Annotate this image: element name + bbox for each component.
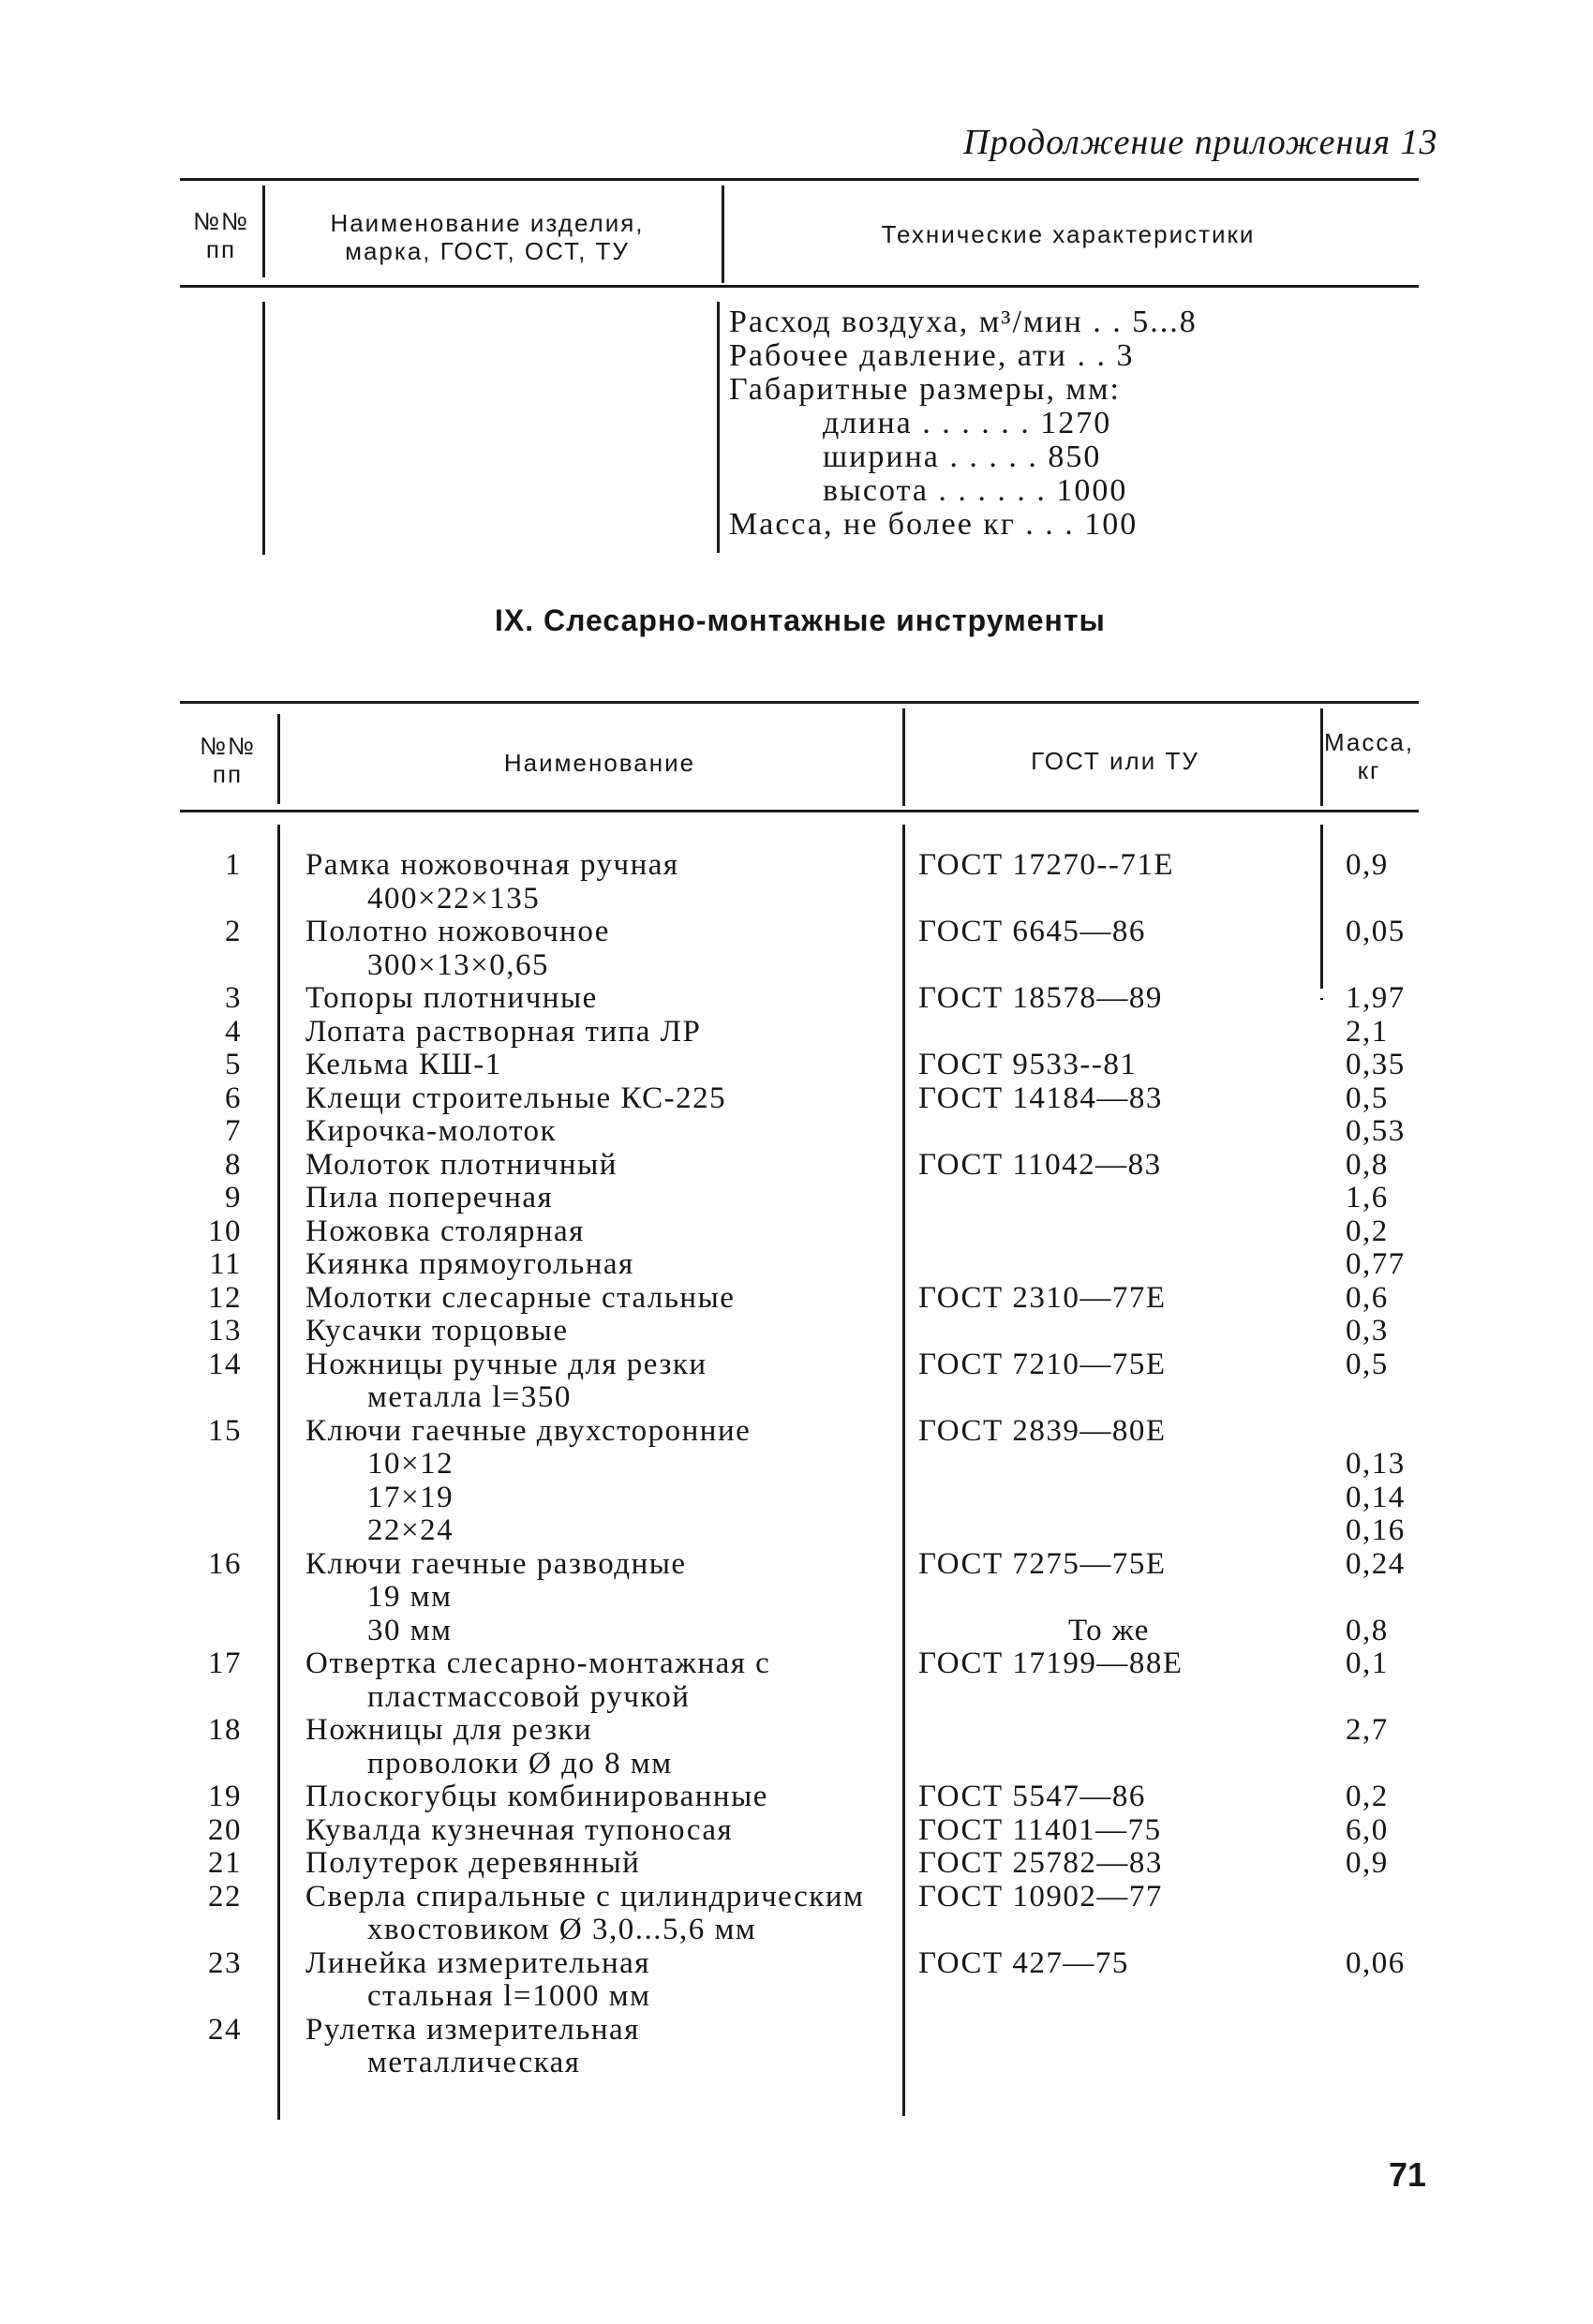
item-name: Линейка измерительная	[305, 1945, 650, 1980]
gost-reference: ГОСТ 7275—75Е	[918, 1546, 1167, 1581]
row-number: 16	[208, 1546, 242, 1581]
mass-value: 0,14	[1346, 1480, 1406, 1514]
gost-reference: ГОСТ 11401—75	[918, 1812, 1162, 1847]
row-number: 1	[225, 848, 242, 882]
spec-line: Рабочее давление, ати . . 3	[729, 338, 1135, 373]
gost-reference: ГОСТ 427—75	[918, 1945, 1129, 1980]
row-number: 2	[225, 915, 242, 948]
mass-value: 0,9	[1346, 1846, 1389, 1880]
row-number: 6	[225, 1080, 242, 1115]
row-number: 23	[208, 1945, 242, 1980]
row-number: 3	[225, 981, 242, 1015]
table1-divider	[722, 186, 724, 283]
item-name: Молоток плотничный	[305, 1147, 618, 1182]
spec-line: Масса, не более кг . . . 100	[729, 507, 1139, 542]
page-number: 71	[1389, 2155, 1427, 2194]
item-name-continuation: 30 мм	[367, 1613, 453, 1647]
item-name: Киянка прямоугольная	[305, 1247, 634, 1281]
gost-reference: ГОСТ 11042—83	[918, 1147, 1162, 1182]
item-name: Ножницы для резки	[305, 1713, 593, 1747]
item-name: Кельма КШ-1	[305, 1048, 502, 1081]
item-name: Рамка ножовочная ручная	[305, 848, 679, 882]
table1-top-rule	[180, 178, 1419, 181]
item-name: Рулетка измерительная	[305, 2012, 640, 2047]
item-name-continuation: хвостовиком Ø 3,0...5,6 мм	[367, 1913, 757, 1946]
row-number: 5	[225, 1048, 242, 1081]
spec-line: длина . . . . . . 1270	[823, 406, 1112, 440]
gost-reference: ГОСТ 2839—80Е	[918, 1413, 1167, 1448]
mass-value: 0,8	[1346, 1147, 1389, 1182]
row-number: 9	[225, 1181, 242, 1214]
running-head: Продолжение приложения 13	[963, 123, 1438, 162]
gost-reference: ГОСТ 9533--81	[918, 1048, 1138, 1081]
row-number: 22	[208, 1879, 242, 1914]
item-name: Ножовка столярная	[305, 1214, 585, 1248]
table2-divider	[1320, 876, 1323, 932]
row-number: 7	[225, 1114, 242, 1148]
row-number: 10	[208, 1214, 242, 1248]
item-name-continuation: 300×13×0,65	[367, 947, 549, 982]
row-number: 13	[208, 1314, 242, 1348]
mass-value: 0,16	[1346, 1513, 1406, 1547]
gost-reference: ГОСТ 18578—89	[918, 981, 1163, 1015]
item-name-continuation: металла l=350	[367, 1380, 572, 1414]
row-number: 21	[208, 1846, 242, 1880]
mass-value: 0,8	[1346, 1613, 1389, 1647]
mass-value: 0,9	[1346, 848, 1389, 882]
mass-value: 0,24	[1346, 1546, 1406, 1581]
item-name-continuation: проволоки Ø до 8 мм	[367, 1746, 673, 1780]
gost-reference: ГОСТ 5547—86	[918, 1780, 1146, 1813]
row-number: 18	[208, 1713, 242, 1747]
table2-divider	[277, 714, 280, 804]
item-name: Полотно ножовочное	[305, 915, 610, 948]
mass-value: 2,7	[1346, 1713, 1389, 1747]
item-name-continuation: металлическая	[367, 2046, 581, 2079]
mass-value: 0,77	[1346, 1247, 1406, 1281]
gost-reference: То же	[1068, 1613, 1150, 1647]
mass-value: 0,1	[1346, 1646, 1389, 1680]
spec-list	[729, 305, 1198, 542]
row-number: 17	[208, 1646, 242, 1680]
item-name: Плоскогубцы комбинированные	[305, 1780, 768, 1813]
item-name: Кирочка-молоток	[305, 1114, 558, 1148]
table1-divider	[262, 302, 265, 555]
mass-value: 0,13	[1346, 1447, 1406, 1481]
item-name: Топоры плотничные	[305, 981, 598, 1015]
spec-line: Расход воздуха, м³/мин . . 5...8	[729, 305, 1198, 339]
item-name: Полутерок деревянный	[305, 1846, 641, 1880]
item-name: Ножницы ручные для резки	[305, 1347, 707, 1381]
spec-line: ширина . . . . . 850	[823, 439, 1102, 474]
mass-value: 0,53	[1346, 1114, 1406, 1148]
gost-reference: ГОСТ 10902—77	[918, 1879, 1163, 1914]
gost-reference: ГОСТ 7210—75Е	[918, 1347, 1167, 1381]
item-name: Клещи строительные КС-225	[305, 1080, 727, 1115]
item-name-continuation: 400×22×135	[367, 881, 541, 916]
gost-reference: ГОСТ 25782—83	[918, 1846, 1163, 1880]
table1-header-name: Наименование изделия, марка, ГОСТ, ОСТ, ТУ	[330, 209, 645, 265]
item-name: Ключи гаечные разводные	[305, 1546, 687, 1581]
row-number: 8	[225, 1147, 242, 1182]
table2-top-rule	[180, 701, 1419, 704]
item-name-continuation: 22×24	[367, 1513, 454, 1547]
mass-value: 0,5	[1346, 1347, 1389, 1381]
row-number: 15	[208, 1413, 242, 1448]
table1-header-num: №№ пп	[193, 207, 249, 263]
row-number: 4	[225, 1014, 242, 1049]
mass-value: 2,1	[1346, 1014, 1389, 1049]
mass-value: 0,2	[1346, 1780, 1389, 1813]
mass-value: 0,3	[1346, 1314, 1389, 1348]
item-name: Ключи гаечные двухсторонние	[305, 1413, 752, 1448]
table2-header-rule	[180, 810, 1419, 812]
mass-value: 6,0	[1346, 1812, 1389, 1847]
row-number: 11	[209, 1247, 242, 1281]
table2-header-gost: ГОСТ или ТУ	[1031, 747, 1199, 775]
mass-value: 0,6	[1346, 1280, 1389, 1315]
mass-value: 1,6	[1346, 1181, 1389, 1214]
table2-divider	[902, 825, 905, 2116]
table2-divider	[277, 825, 280, 2120]
table2-divider	[1320, 932, 1323, 989]
item-name-continuation: стальная l=1000 мм	[367, 1979, 651, 2013]
gost-reference: ГОСТ 6645—86	[918, 915, 1146, 948]
gost-reference: ГОСТ 2310—77Е	[918, 1280, 1167, 1315]
gost-reference: ГОСТ 17270--71Е	[918, 848, 1175, 882]
item-name: Кусачки торцовые	[305, 1314, 569, 1348]
mass-value: 0,05	[1346, 915, 1406, 948]
item-name: Пила поперечная	[305, 1181, 554, 1214]
table1-header-specs: Технические характеристики	[881, 220, 1256, 248]
row-number: 14	[208, 1347, 242, 1381]
table1-divider	[262, 186, 265, 277]
table2-header-num: №№ пп	[200, 732, 256, 788]
gost-reference: ГОСТ 17199—88Е	[918, 1646, 1184, 1680]
item-name: Молотки слесарные стальные	[305, 1280, 736, 1315]
table2-divider	[1320, 998, 1323, 1000]
table1-divider	[717, 302, 720, 553]
mass-value: 0,35	[1346, 1048, 1406, 1081]
row-number: 12	[208, 1280, 242, 1315]
section-title: IX. Слесарно-монтажные инструменты	[495, 603, 1106, 637]
row-number: 20	[208, 1812, 242, 1847]
item-name: Отвертка слесарно-монтажная с	[305, 1646, 771, 1680]
item-name-continuation: 17×19	[367, 1480, 454, 1514]
gost-reference: ГОСТ 14184—83	[918, 1080, 1163, 1115]
table1-header-rule	[180, 285, 1419, 288]
spec-line: Габаритные размеры, мм:	[729, 372, 1121, 407]
item-name: Кувалда кузнечная тупоносая	[305, 1812, 734, 1847]
item-name-continuation: 19 мм	[367, 1580, 453, 1614]
item-name: Лопата растворная типа ЛР	[305, 1014, 702, 1049]
mass-value: 0,2	[1346, 1214, 1389, 1248]
item-name-continuation: пластмассовой ручкой	[367, 1679, 691, 1714]
table2-divider	[902, 708, 905, 806]
row-number: 24	[208, 2012, 242, 2047]
mass-value: 0,5	[1346, 1080, 1389, 1115]
table2-header-name: Наименование	[503, 749, 696, 777]
table2-header-mass: Масса, кг	[1323, 728, 1415, 784]
spec-line: высота . . . . . . 1000	[823, 473, 1128, 508]
row-number: 19	[208, 1780, 242, 1813]
item-name-continuation: 10×12	[367, 1447, 454, 1481]
mass-value: 0,06	[1346, 1945, 1406, 1980]
item-name: Сверла спиральные с цилиндрическим	[305, 1879, 865, 1914]
mass-value: 1,97	[1346, 981, 1406, 1015]
